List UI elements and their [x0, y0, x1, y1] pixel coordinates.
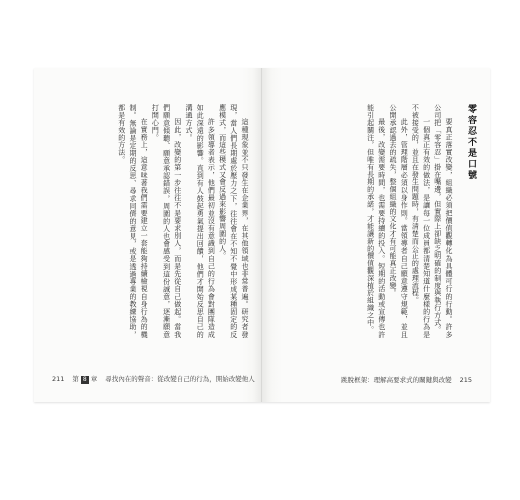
right-paragraph: 此外，管理階層必須以身作則。當領導者自己願意遵守規範，並且公開承認過去的疏失，整個組織的文化才有可能真正改變。: [388, 104, 409, 338]
chapter-label: 第: [72, 375, 79, 383]
chapter-number-badge: 8: [82, 376, 87, 383]
right-paragraph: 最後，改變需要時間，也需要持續的投入。短期的活動或宣傳也許能引起關注，但唯有長期的承諾，才能讓新的價值觀深植於組織之中。: [366, 104, 386, 338]
left-page-body: [54, 104, 250, 338]
right-page-footer: [341, 375, 472, 384]
right-page: [262, 68, 490, 402]
left-page-number: 211: [52, 375, 65, 383]
left-paragraph: 這種現象並不只發生在企業界，在其他領域也非常普遍。研究者發現，當人們長期處於壓力之下，往往會在不知不覺中形成某種固定的反應模式，而這些模式又會反過來影響周圍的人。: [218, 104, 249, 338]
left-running-head: 尋找內在的聲音：從改變自己的行為，開始改變他人: [105, 375, 255, 383]
left-paragraph: 在實務上，這意味著我們需要建立一套能夠持續檢視自身行為的機制。無論是定期的反思、尋求同儕的意見，或是透過專業的教練協助，都是有效的方法。: [117, 104, 149, 338]
section-heading: 零容忍不是口號: [466, 104, 476, 181]
right-page-number: 215: [459, 376, 472, 384]
chapter-suffix: 章: [90, 375, 98, 383]
right-running-head: 跳脫框架：理解高要求式的關鍵與改變: [341, 376, 452, 384]
right-paragraph: 要真正落實改變，組織必須把價值觀轉化為具體可行的行動。許多公司把「零容忍」掛在嘴邊，但實際上卻缺乏明確的制度與執行方式。: [433, 104, 453, 338]
left-paragraph: 因此，改變的第一步往往不是要求別人，而是先從自己做起。當我們願意傾聽、願意承認錯誤，周圍的人也會感受到這份誠意，逐漸願意打開心門。: [151, 104, 182, 338]
right-page-body: [274, 104, 454, 338]
open-book: [34, 68, 490, 402]
left-page: [34, 68, 262, 402]
left-page-footer: [52, 374, 255, 384]
right-paragraph: 一個真正有效的做法，是讓每一位成員都清楚知道什麼樣的行為是不被接受的，並且在發生問題時，有清楚而公正的處理流程。: [411, 104, 431, 338]
left-paragraph: 許多領導者表示，他們最初並沒有意識到自己的行為會對團隊造成如此深遠的影響。直到有人鼓起勇氣提出回饋，他們才開始反思自己的溝通方式。: [184, 104, 216, 338]
